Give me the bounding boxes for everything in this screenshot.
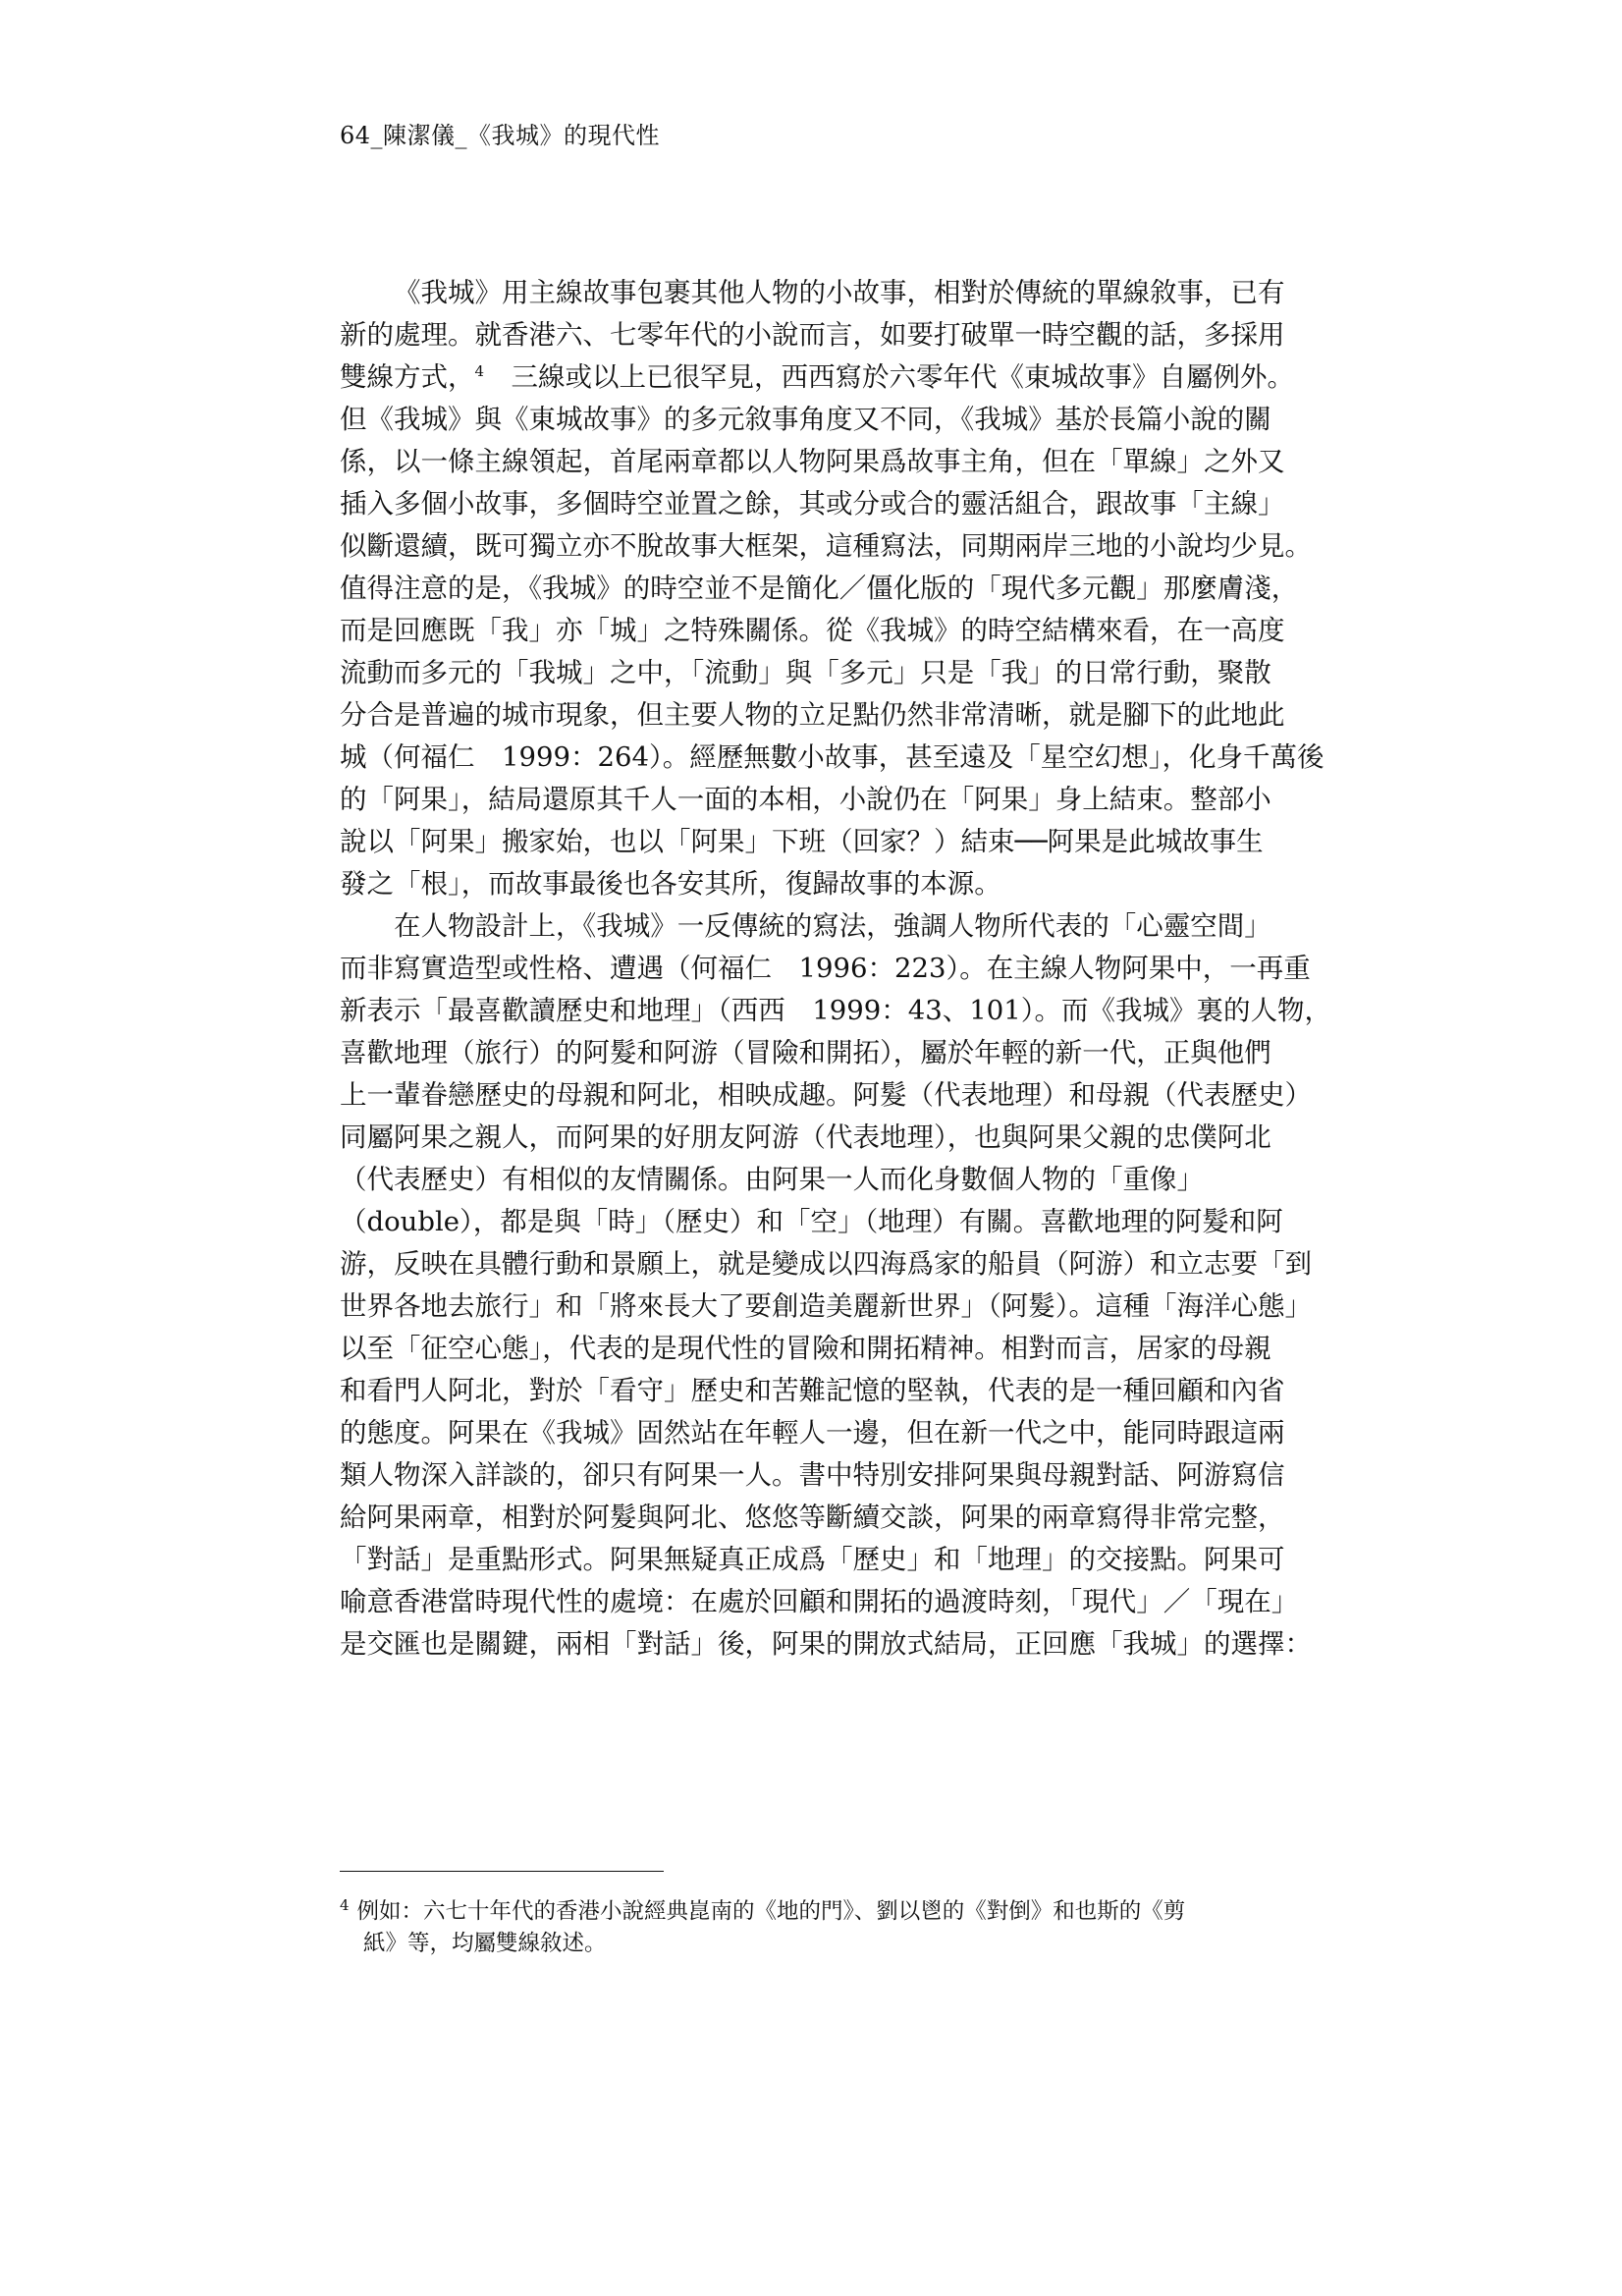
text-line: 以至「征空心態」，代表的是現代性的冒險和開拓精神。相對而言，居家的母親 — [340, 1333, 1271, 1364]
text-line: 世界各地去旅行」和「將來長大了要創造美麗新世界」（阿髮）。這種「海洋心態」 — [340, 1290, 1312, 1322]
text-line: 喜歡地理（旅行）的阿髮和阿游（冒險和開拓），屬於年輕的新一代，正與他們 — [340, 1037, 1271, 1068]
text-line: 說以「阿果」搬家始，也以「阿果」下班（回家？）結束──阿果是此城故事生 — [340, 826, 1264, 857]
text-line: 城（何福仁 1999：264）。經歷無數小故事，甚至遠及「星空幻想」，化身千萬後 — [340, 741, 1325, 773]
text-line — [340, 356, 1295, 399]
text-line: 分合是普遍的城市現象，但主要人物的立足點仍然非常清晰，就是腳下的此地此 — [340, 699, 1285, 731]
footnote-text: 例如：六七十年代的香港小說經典崑南的《地的門》、劉以鬯的《對倒》和也斯的《剪 — [356, 1898, 1186, 1925]
text-line: 新的處理。就香港六、七零年代的小說而言，如要打破單一時空觀的話，多採用 — [340, 319, 1285, 351]
text-line: 流動而多元的「我城」之中，「流動」與「多元」只是「我」的日常行動，聚散 — [340, 657, 1271, 688]
footnote-line: 紙》等，均屬雙線敘述。 — [363, 1930, 607, 1956]
text-line: 給阿果兩章，相對於阿髮與阿北、悠悠等斷續交談，阿果的兩章寫得非常完整， — [340, 1502, 1285, 1533]
text-line: 似斷還續，既可獨立亦不脫故事大框架，這種寫法，同期兩岸三地的小說均少見。 — [340, 530, 1312, 562]
footnote — [340, 1889, 1274, 1959]
text-line: 但《我城》與《東城故事》的多元敘事角度又不同，《我城》基於長篇小說的關 — [340, 404, 1271, 435]
text-line: 喻意香港當時現代性的處境：在處於回顧和開拓的過渡時刻，「現代」／「現在」 — [340, 1586, 1299, 1617]
text-line: 係，以一條主線領起，首尾兩章都以人物阿果爲故事主角，但在「單線」之外又 — [340, 446, 1285, 477]
text-line: 而非寫實造型或性格、遭遇（何福仁 1996：223）。在主線人物阿果中，一再重 — [340, 953, 1311, 984]
footnote-line — [340, 1889, 1274, 1928]
text-line: 而是回應既「我」亦「城」之特殊關係。從《我城》的時空結構來看，在一高度 — [340, 615, 1285, 646]
text-line: 的「阿果」，結局還原其千人一面的本相，小說仍在「阿果」身上結束。整部小 — [340, 784, 1271, 815]
text-line: 「對話」是重點形式。阿果無疑真正成爲「歷史」和「地理」的交接點。阿果可 — [340, 1544, 1285, 1575]
text-line: 上一輩眷戀歷史的母親和阿北，相映成趣。阿髮（代表地理）和母親（代表歷史） — [340, 1079, 1312, 1111]
text-line: 的態度。阿果在《我城》固然站在年輕人一邊，但在新一代之中，能同時跟這兩 — [340, 1417, 1285, 1449]
paragraph-2 — [340, 905, 1331, 1666]
text-line: 在人物設計上，《我城》一反傳統的寫法，強調人物所代表的「心靈空間」 — [394, 910, 1271, 942]
text-fragment: 三線或以上已很罕見，西西寫於六零年代《東城故事》自屬例外。 — [484, 361, 1295, 393]
footnote-marker: 4 — [474, 361, 485, 380]
text-fragment: 雙線方式， — [340, 361, 475, 393]
paragraph-1 — [340, 272, 1325, 905]
text-line: 類人物深入詳談的，卻只有阿果一人。書中特別安排阿果與母親對話、阿游寫信 — [340, 1459, 1285, 1491]
text-line: （double），都是與「時」（歷史）和「空」（地理）有關。喜歡地理的阿髮和阿 — [340, 1206, 1283, 1237]
main-text — [340, 272, 1331, 1666]
text-line: （代表歷史）有相似的友情關係。由阿果一人而化身數個人物的「重像」 — [340, 1164, 1204, 1195]
text-line: 和看門人阿北，對於「看守」歷史和苦難記憶的堅執，代表的是一種回顧和內省 — [340, 1375, 1285, 1406]
running-head: 64_陳潔儀_《我城》的現代性 — [340, 122, 661, 149]
footnote-divider — [340, 1871, 664, 1872]
text-line: 發之「根」，而故事最後也各安其所，復歸故事的本源。 — [340, 868, 1001, 900]
text-line: 值得注意的是，《我城》的時空並不是簡化／僵化版的「現代多元觀」那麼膚淺， — [340, 573, 1299, 604]
text-line: 同屬阿果之親人，而阿果的好朋友阿游（代表地理），也與阿果父親的忠僕阿北 — [340, 1121, 1271, 1153]
text-line: 新表示「最喜歡讀歷史和地理」（西西 1999：43、101）。而《我城》裏的人物， — [340, 995, 1331, 1026]
text-line: 插入多個小故事，多個時空並置之餘，其或分或合的靈活組合，跟故事「主線」 — [340, 488, 1285, 519]
text-line: 是交匯也是關鍵，兩相「對話」後，阿果的開放式結局，正回應「我城」的選擇： — [340, 1628, 1312, 1660]
text-line: 《我城》用主線故事包裹其他人物的小故事，相對於傳統的單線敘事，已有 — [394, 277, 1285, 308]
text-line: 游，反映在具體行動和景願上，就是變成以四海爲家的船員（阿游）和立志要「到 — [340, 1248, 1312, 1280]
footnote-number: 4 — [340, 1896, 350, 1914]
